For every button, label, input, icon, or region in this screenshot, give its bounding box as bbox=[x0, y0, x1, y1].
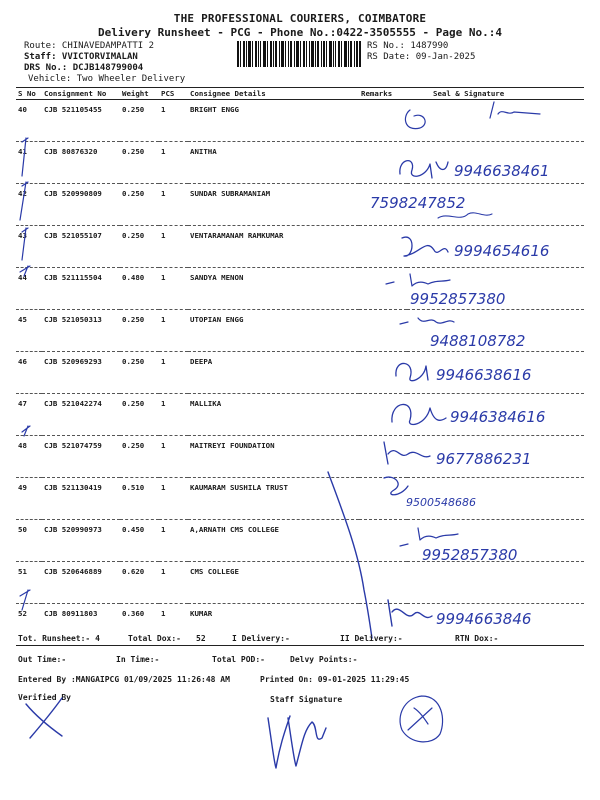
printed-on: Printed On: 09-01-2025 11:29:45 bbox=[260, 675, 410, 684]
delvy-points-label: Delvy Points:- bbox=[290, 655, 358, 664]
row-pcs: 1 bbox=[159, 352, 188, 394]
row-consignment-no: CJB 521042274 bbox=[42, 394, 120, 436]
row-consignee: KAUMARAM SUSHILA TRUST bbox=[188, 478, 359, 520]
office-seal bbox=[392, 690, 452, 750]
row-sno: 51 bbox=[16, 562, 42, 604]
row-weight: 0.250 bbox=[120, 436, 159, 478]
total-dox-value: 52 bbox=[196, 634, 206, 643]
row-weight: 0.250 bbox=[120, 100, 159, 142]
pen-stroke-vertical bbox=[320, 470, 380, 640]
out-time-label: Out Time:- bbox=[18, 655, 67, 664]
runsheet-subtitle: Delivery Runsheet - PCG - Phone No.:0422-3505555 - Page No.:4 bbox=[98, 26, 502, 39]
row-pcs: 1 bbox=[159, 520, 188, 562]
signature-row-47 bbox=[386, 392, 576, 434]
handwritten-phone: 9946638461 bbox=[454, 162, 550, 180]
row-consignee: KUMAR bbox=[188, 604, 359, 646]
signature-row-49 bbox=[380, 472, 530, 514]
row-consignment-no: CJB 521105455 bbox=[42, 100, 120, 142]
row-consignee: BRIGHT ENGG bbox=[188, 100, 359, 142]
handwritten-phone: 9488108782 bbox=[430, 332, 526, 350]
row-sno: 43 bbox=[16, 226, 42, 268]
in-time-label: In Time:- bbox=[116, 655, 160, 664]
row-consignee: VENTARAMANAM RAMKUMAR bbox=[188, 226, 359, 268]
signature-row-46 bbox=[390, 352, 580, 392]
signature-row-42 bbox=[368, 188, 538, 228]
row-consignee: SANDYA MENON bbox=[188, 268, 359, 310]
row-pcs: 1 bbox=[159, 226, 188, 268]
row-sno: 41 bbox=[16, 142, 42, 184]
rs-number: RS No.: 1487990 bbox=[367, 41, 449, 51]
handwritten-phone: 9946638616 bbox=[436, 366, 532, 384]
row-weight: 0.250 bbox=[120, 142, 159, 184]
row-consignment-no: CJB 521074759 bbox=[42, 436, 120, 478]
col-consignment-no: Consignment No bbox=[42, 88, 120, 100]
row-pcs: 1 bbox=[159, 478, 188, 520]
verified-by-label: Verified By bbox=[18, 693, 71, 702]
row-consignment-no: CJB 521130419 bbox=[42, 478, 120, 520]
row-pcs: 1 bbox=[159, 184, 188, 226]
verified-by-mark bbox=[22, 694, 72, 740]
row-weight: 0.250 bbox=[120, 394, 159, 436]
row-consignment-no: CJB 521050313 bbox=[42, 310, 120, 352]
row-consignee: MALLIKA bbox=[188, 394, 359, 436]
row-pcs: 1 bbox=[159, 436, 188, 478]
signature-row-45 bbox=[390, 310, 570, 352]
row-weight: 0.250 bbox=[120, 352, 159, 394]
row-weight: 0.480 bbox=[120, 268, 159, 310]
row-consignment-no: CJB 520990973 bbox=[42, 520, 120, 562]
row-pcs: 1 bbox=[159, 100, 188, 142]
total-runsheet: Tot. Runsheet:- 4 bbox=[18, 634, 100, 643]
row-sno: 48 bbox=[16, 436, 42, 478]
rtn-dox-label: RTN Dox:- bbox=[455, 634, 499, 643]
signature-row-44 bbox=[380, 268, 560, 310]
signature-row-48 bbox=[380, 434, 580, 476]
route-label: Route: CHINAVEDAMPATTI 2 bbox=[24, 41, 155, 51]
handwritten-phone: 9952857380 bbox=[410, 290, 506, 308]
handwritten-phone: 9500548686 bbox=[406, 496, 476, 509]
rs-date: RS Date: 09-Jan-2025 bbox=[367, 52, 476, 62]
ii-delivery-label: II Delivery:- bbox=[340, 634, 403, 643]
signature-row-52 bbox=[380, 594, 580, 636]
row-sno: 44 bbox=[16, 268, 42, 310]
row-sno: 47 bbox=[16, 394, 42, 436]
i-delivery-label: I Delivery:- bbox=[232, 634, 290, 643]
staff-signature-label: Staff Signature bbox=[270, 695, 343, 704]
row-weight: 0.360 bbox=[120, 604, 159, 646]
row-weight: 0.450 bbox=[120, 520, 159, 562]
signature-row-51 bbox=[396, 520, 576, 566]
row-weight: 0.510 bbox=[120, 478, 159, 520]
total-dox-label: Total Dox:- bbox=[128, 634, 181, 643]
row-consignee: MAITREYI FOUNDATION bbox=[188, 436, 359, 478]
row-consignee: SUNDAR SUBRAMANIAM bbox=[188, 184, 359, 226]
handwritten-phone: 7598247852 bbox=[370, 194, 466, 212]
row-sno: 46 bbox=[16, 352, 42, 394]
signature-row-41 bbox=[396, 148, 586, 188]
staff-signature bbox=[262, 704, 342, 774]
row-pcs: 1 bbox=[159, 604, 188, 646]
row-sno: 49 bbox=[16, 478, 42, 520]
staff-label: Staff: VVICTORVIMALAN bbox=[24, 52, 138, 62]
col-signature: Seal & Signature bbox=[407, 88, 584, 100]
row-consignee: UTOPIAN ENGG bbox=[188, 310, 359, 352]
barcode-image bbox=[237, 41, 361, 67]
handwritten-phone: 9946384616 bbox=[450, 408, 546, 426]
row-pcs: 1 bbox=[159, 310, 188, 352]
row-pcs: 1 bbox=[159, 394, 188, 436]
signature-row-43 bbox=[396, 228, 586, 268]
row-pcs: 1 bbox=[159, 562, 188, 604]
row-consignment-no: CJB 521055107 bbox=[42, 226, 120, 268]
row-sno: 40 bbox=[16, 100, 42, 142]
delivery-tick-marks bbox=[14, 136, 44, 616]
row-consignment-no: CJB 520646889 bbox=[42, 562, 120, 604]
row-sno: 45 bbox=[16, 310, 42, 352]
total-pod-label: Total POD:- bbox=[212, 655, 265, 664]
row-consignee: ANITHA bbox=[188, 142, 359, 184]
col-remarks: Remarks bbox=[359, 88, 407, 100]
row-sno: 50 bbox=[16, 520, 42, 562]
company-name: THE PROFESSIONAL COURIERS, COIMBATORE bbox=[173, 12, 427, 25]
handwritten-phone: 9994663846 bbox=[436, 610, 532, 628]
row-weight: 0.250 bbox=[120, 310, 159, 352]
vehicle-label: Vehicle: Two Wheeler Delivery bbox=[28, 74, 186, 84]
row-consignment-no: CJB 80911803 bbox=[42, 604, 120, 646]
row-consignment-no: CJB 520969293 bbox=[42, 352, 120, 394]
row-consignment-no: CJB 521115504 bbox=[42, 268, 120, 310]
row-consignee: DEEPA bbox=[188, 352, 359, 394]
row-consignee: A,ARNATH CMS COLLEGE bbox=[188, 520, 359, 562]
handwritten-phone: 9952857380 bbox=[422, 546, 518, 564]
col-consignee: Consignee Details bbox=[188, 88, 359, 100]
row-weight: 0.250 bbox=[120, 184, 159, 226]
drs-number: DRS No.: DCJB148799004 bbox=[24, 63, 144, 73]
signature-row-40 bbox=[380, 98, 580, 136]
row-pcs: 1 bbox=[159, 142, 188, 184]
entered-by: Entered By :MANGAIPCG 01/09/2025 11:26:48 AM bbox=[18, 675, 230, 684]
col-sno: S No bbox=[16, 88, 42, 100]
row-pcs: 1 bbox=[159, 268, 188, 310]
row-sno: 52 bbox=[16, 604, 42, 646]
handwritten-phone: 9677886231 bbox=[436, 450, 532, 468]
row-weight: 0.250 bbox=[120, 226, 159, 268]
row-consignment-no: CJB 520990809 bbox=[42, 184, 120, 226]
row-consignment-no: CJB 80876320 bbox=[42, 142, 120, 184]
handwritten-phone: 9994654616 bbox=[454, 242, 550, 260]
col-weight: Weight bbox=[120, 88, 159, 100]
row-weight: 0.620 bbox=[120, 562, 159, 604]
col-pcs: PCS bbox=[159, 88, 188, 100]
row-consignee: CMS COLLEGE bbox=[188, 562, 359, 604]
row-sno: 42 bbox=[16, 184, 42, 226]
